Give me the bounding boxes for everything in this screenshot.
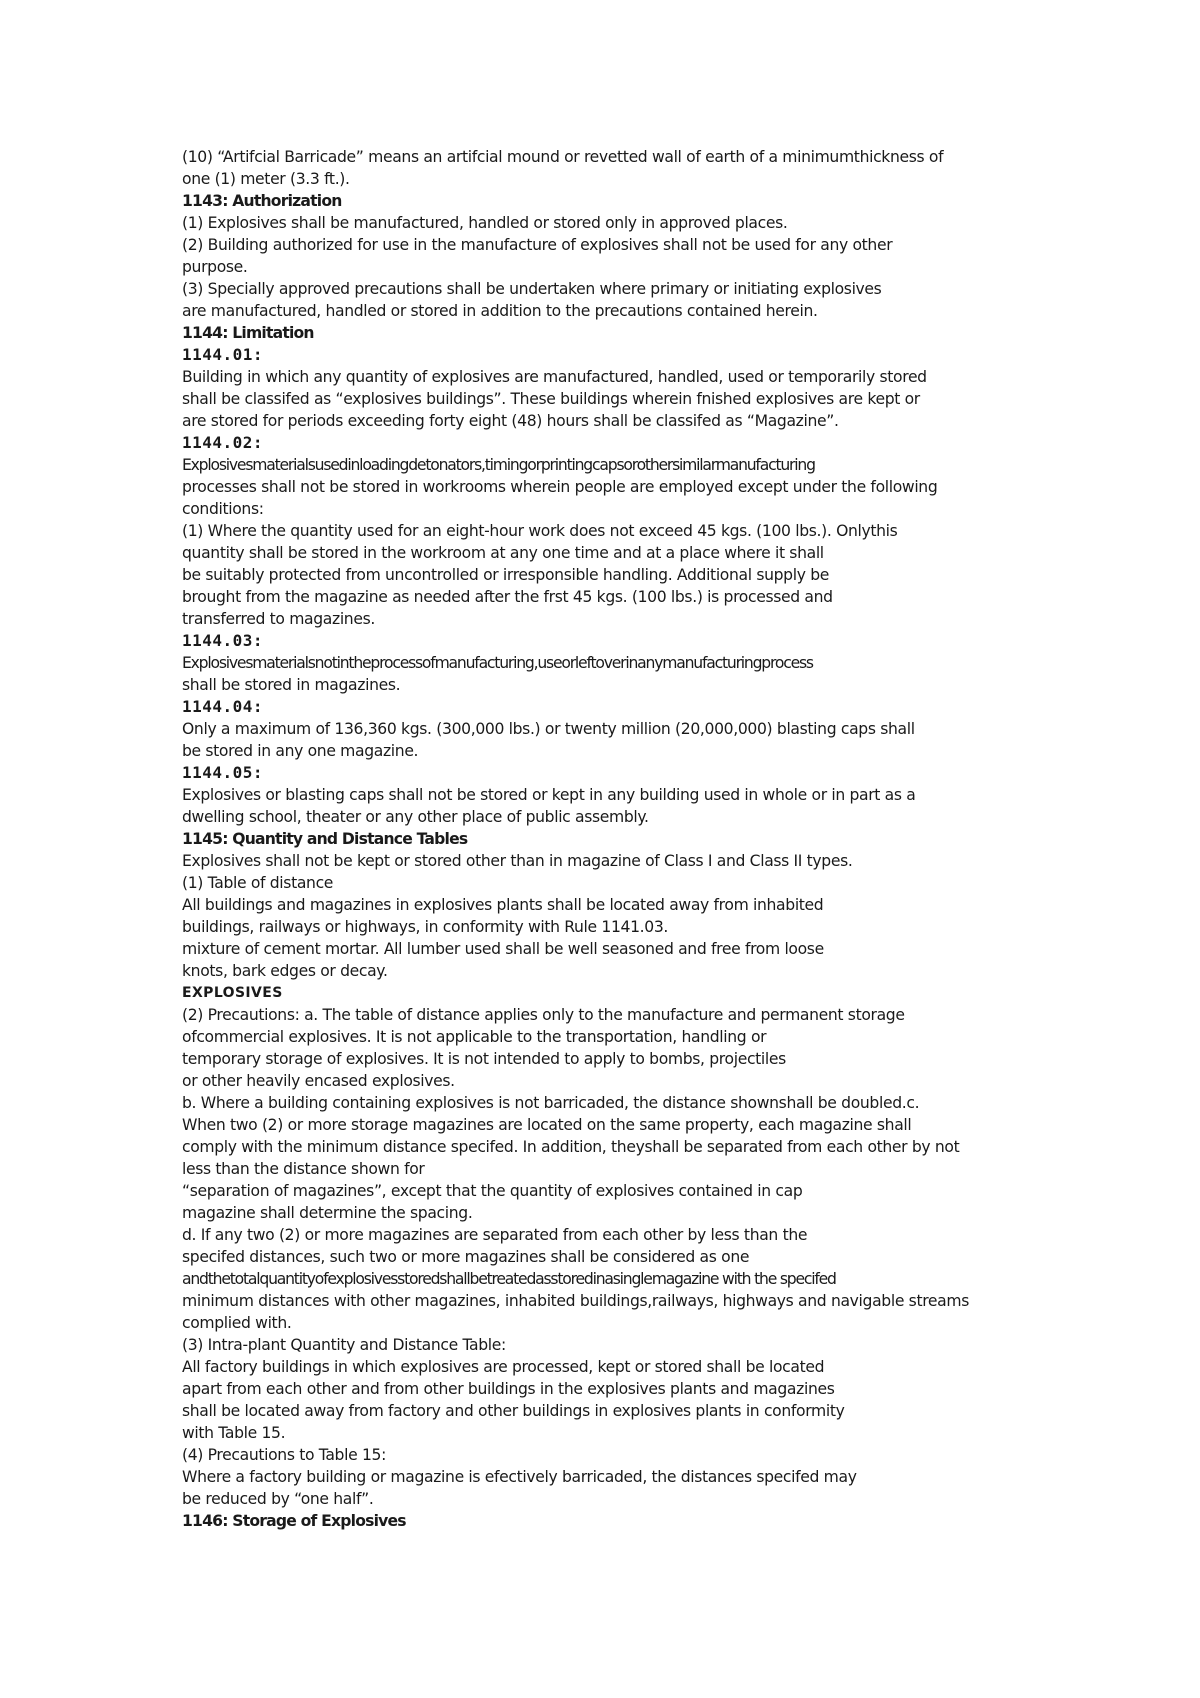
- paragraph-line: Building in which any quantity of explosives are manufactured, handled, used or temporarily stored: [182, 368, 927, 386]
- rule-number: 1144.05:: [182, 763, 264, 782]
- paragraph-line: Only a maximum of 136,360 kgs. (300,000 lbs.) or twenty million (20,000,000) blasting caps shall: [182, 720, 915, 738]
- paragraph-line: temporary storage of explosives. It is not intended to apply to bombs, projectiles: [182, 1050, 786, 1068]
- paragraph-line: with Table 15.: [182, 1424, 286, 1442]
- section-heading: 1146: Storage of Explosives: [182, 1512, 406, 1530]
- paragraph-line: All factory buildings in which explosives are processed, kept or stored shall be located: [182, 1358, 825, 1376]
- paragraph-line: (3) Intra-plant Quantity and Distance Table:: [182, 1336, 506, 1354]
- paragraph-line: brought from the magazine as needed after the frst 45 kgs. (100 lbs.) is processed and: [182, 588, 833, 606]
- paragraph-line: “separation of magazines”, except that the quantity of explosives contained in cap: [182, 1182, 803, 1200]
- section-heading: 1144: Limitation: [182, 324, 314, 342]
- paragraph-line: transferred to magazines.: [182, 610, 375, 628]
- section-heading: 1145: Quantity and Distance Tables: [182, 830, 468, 848]
- rule-number: 1144.01:: [182, 345, 264, 364]
- rule-number: 1144.02:: [182, 433, 264, 452]
- paragraph-line: ofcommercial explosives. It is not applicable to the transportation, handling or: [182, 1028, 767, 1046]
- rule-number: 1144.03:: [182, 631, 264, 650]
- rule-number: 1144.04:: [182, 697, 264, 716]
- paragraph-line: magazine shall determine the spacing.: [182, 1204, 473, 1222]
- paragraph-line: less than the distance shown for: [182, 1160, 425, 1178]
- paragraph-line: minimum distances with other magazines, inhabited buildings,railways, highways and navigable streams: [182, 1292, 969, 1310]
- paragraph-line: one (1) meter (3.3 ft.).: [182, 170, 350, 188]
- paragraph-line: (1) Where the quantity used for an eight-hour work does not exceed 45 kgs. (100 lbs.). Onlythis: [182, 522, 898, 540]
- paragraph-line: Explosivesmaterialsusedinloadingdetonators,timingorprintingcapsorothersimilarmanufacturing: [182, 456, 815, 474]
- paragraph-line: specifed distances, such two or more magazines shall be considered as one: [182, 1248, 750, 1266]
- paragraph-line: Explosives or blasting caps shall not be stored or kept in any building used in whole or in part as a: [182, 786, 916, 804]
- subheading-caps: EXPLOSIVES: [182, 985, 283, 1001]
- paragraph-line: Explosives shall not be kept or stored other than in magazine of Class I and Class II types.: [182, 852, 853, 870]
- paragraph-line: processes shall not be stored in workrooms wherein people are employed except under the following: [182, 478, 938, 496]
- paragraph-line: (4) Precautions to Table 15:: [182, 1446, 386, 1464]
- paragraph-line: be suitably protected from uncontrolled or irresponsible handling. Additional supply be: [182, 566, 829, 584]
- paragraph-line: (2) Precautions: a. The table of distance applies only to the manufacture and permanent storage: [182, 1006, 905, 1024]
- paragraph-line: comply with the minimum distance specifed. In addition, theyshall be separated from each other by not: [182, 1138, 960, 1156]
- paragraph-line: Explosivesmaterialsnotintheprocessofmanufacturing,useorleftoverinanymanufacturingprocess: [182, 654, 813, 672]
- paragraph-line: b. Where a building containing explosives is not barricaded, the distance shownshall be doubled.c.: [182, 1094, 920, 1112]
- paragraph-line: knots, bark edges or decay.: [182, 962, 388, 980]
- paragraph-line: are stored for periods exceeding forty eight (48) hours shall be classifed as “Magazine”.: [182, 412, 839, 430]
- paragraph-line: quantity shall be stored in the workroom at any one time and at a place where it shall: [182, 544, 824, 562]
- section-heading: 1143: Authorization: [182, 192, 342, 210]
- paragraph-line: apart from each other and from other buildings in the explosives plants and magazines: [182, 1380, 835, 1398]
- paragraph-line: d. If any two (2) or more magazines are separated from each other by less than the: [182, 1226, 808, 1244]
- paragraph-line: shall be located away from factory and other buildings in explosives plants in conformity: [182, 1402, 845, 1420]
- paragraph-line: complied with.: [182, 1314, 292, 1332]
- paragraph-line: When two (2) or more storage magazines are located on the same property, each magazine shall: [182, 1116, 912, 1134]
- paragraph-line: Where a factory building or magazine is efectively barricaded, the distances specifed may: [182, 1468, 857, 1486]
- paragraph-line: are manufactured, handled or stored in addition to the precautions contained herein.: [182, 302, 818, 320]
- paragraph-line: (10) “Artifcial Barricade” means an artifcial mound or revetted wall of earth of a minimumthickness of: [182, 148, 944, 166]
- paragraph-line: be stored in any one magazine.: [182, 742, 419, 760]
- paragraph-line: buildings, railways or highways, in conformity with Rule 1141.03.: [182, 918, 669, 936]
- paragraph-line: shall be classifed as “explosives buildings”. These buildings wherein fnished explosives are kept or: [182, 390, 920, 408]
- paragraph-line: (1) Explosives shall be manufactured, handled or stored only in approved places.: [182, 214, 788, 232]
- paragraph-line: dwelling school, theater or any other place of public assembly.: [182, 808, 649, 826]
- paragraph-line: All buildings and magazines in explosives plants shall be located away from inhabited: [182, 896, 824, 914]
- paragraph-line: (3) Specially approved precautions shall be undertaken where primary or initiating explosives: [182, 280, 882, 298]
- paragraph-line: or other heavily encased explosives.: [182, 1072, 455, 1090]
- paragraph-line: shall be stored in magazines.: [182, 676, 401, 694]
- paragraph-line: purpose.: [182, 258, 248, 276]
- paragraph-line: (2) Building authorized for use in the manufacture of explosives shall not be used for any other: [182, 236, 893, 254]
- document-page: [182, 146, 1182, 1532]
- paragraph-line: be reduced by “one half”.: [182, 1490, 374, 1508]
- paragraph-line: (1) Table of distance: [182, 874, 334, 892]
- paragraph-line: mixture of cement mortar. All lumber used shall be well seasoned and free from loose: [182, 940, 824, 958]
- paragraph-line: andthetotalquantityofexplosivesstoredshallbetreatedasstoredinasinglemagazine with the specifed: [182, 1270, 836, 1288]
- paragraph-line: conditions:: [182, 500, 264, 518]
